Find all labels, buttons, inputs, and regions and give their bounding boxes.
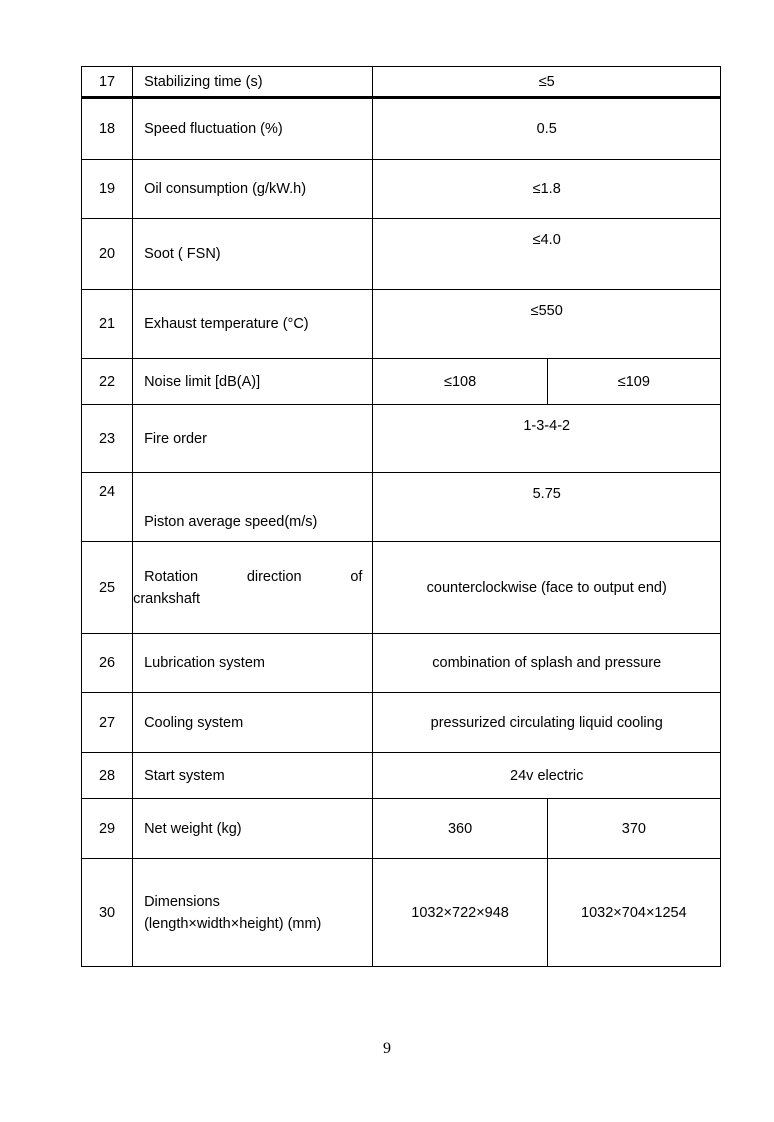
row-value-b: 1032×704×1254: [547, 859, 720, 967]
row-item-word: direction: [246, 568, 302, 585]
table-row: [82, 160, 721, 219]
row-number: 27: [82, 693, 133, 753]
row-value: 24v electric: [373, 753, 721, 799]
row-item: Soot ( FSN): [133, 219, 373, 290]
row-item: Noise limit [dB(A)]: [133, 359, 373, 405]
row-number: 29: [82, 799, 133, 859]
row-item: Fire order: [133, 405, 373, 473]
table-row: [82, 542, 721, 634]
row-item: Piston average speed(m/s): [133, 473, 373, 542]
row-item-line2: crankshaft: [133, 590, 200, 607]
row-number: 26: [82, 634, 133, 693]
row-value-a: 360: [373, 799, 547, 859]
table-row: [82, 67, 721, 98]
row-value: ≤4.0: [373, 219, 721, 290]
row-item-word: of: [350, 568, 363, 585]
row-item-word: Rotation: [144, 568, 199, 585]
row-item: Exhaust temperature (°C): [133, 290, 373, 359]
table-row: [82, 405, 721, 473]
row-value-a: ≤108: [373, 359, 547, 405]
row-item-line1: Dimensions: [144, 893, 220, 910]
row-item: Net weight (kg): [133, 799, 373, 859]
table-row: [82, 634, 721, 693]
row-item: [133, 542, 373, 634]
row-number: 21: [82, 290, 133, 359]
row-number: 22: [82, 359, 133, 405]
row-value: 5.75: [373, 473, 721, 542]
row-item: Speed fluctuation (%): [133, 98, 373, 160]
row-item: Oil consumption (g/kW.h): [133, 160, 373, 219]
row-value-a: 1032×722×948: [373, 859, 547, 967]
row-number: 20: [82, 219, 133, 290]
row-value: ≤1.8: [373, 160, 721, 219]
row-item-line2: (length×width×height) (mm): [144, 915, 322, 932]
row-value: ≤5: [373, 67, 721, 98]
table-row: [82, 799, 721, 859]
page-number: 9: [383, 1040, 391, 1057]
row-value: ≤550: [373, 290, 721, 359]
table-row: [82, 859, 721, 967]
table-row: [82, 473, 721, 542]
row-item: [133, 859, 373, 967]
row-number: 25: [82, 542, 133, 634]
row-number: 28: [82, 753, 133, 799]
row-value-b: ≤109: [547, 359, 720, 405]
row-item: Lubrication system: [133, 634, 373, 693]
row-item: Stabilizing time (s): [133, 67, 373, 98]
row-value: combination of splash and pressure: [373, 634, 721, 693]
row-value: 0.5: [373, 98, 721, 160]
row-value: pressurized circulating liquid cooling: [373, 693, 721, 753]
table-row: [82, 753, 721, 799]
row-value-b: 370: [547, 799, 720, 859]
row-number: 30: [82, 859, 133, 967]
row-number: 23: [82, 405, 133, 473]
row-number: 24: [82, 473, 133, 542]
row-value: counterclockwise (face to output end): [373, 542, 721, 634]
table-row: [82, 290, 721, 359]
row-item: Start system: [133, 753, 373, 799]
row-number: 17: [82, 67, 133, 98]
table-row: [82, 359, 721, 405]
row-number: 19: [82, 160, 133, 219]
spec-table: [81, 66, 721, 967]
table-row: [82, 219, 721, 290]
table-row: [82, 98, 721, 160]
row-item: Cooling system: [133, 693, 373, 753]
row-number: 18: [82, 98, 133, 160]
table-row: [82, 693, 721, 753]
row-value: 1-3-4-2: [373, 405, 721, 473]
row-item-line1: [133, 566, 364, 588]
